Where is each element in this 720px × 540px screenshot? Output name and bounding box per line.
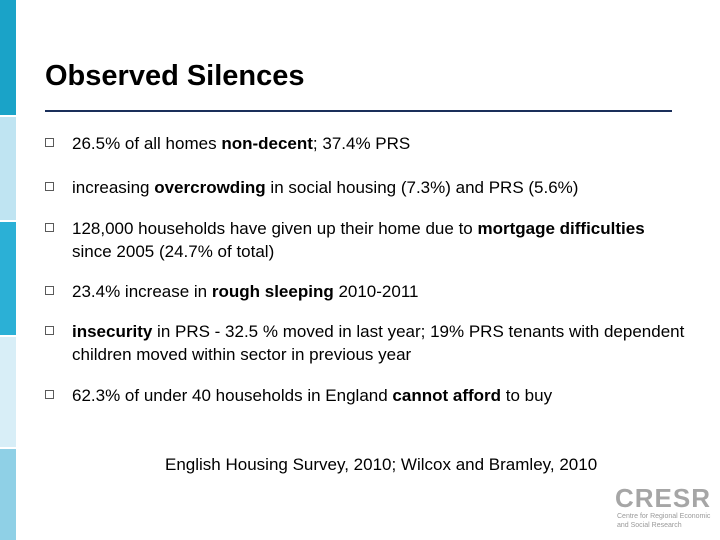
- square-bullet-icon: [45, 138, 54, 147]
- bullet-item: insecurity in PRS - 32.5 % moved in last year; 19% PRS tenants with dependent children moved within sector in previous year: [45, 320, 685, 366]
- square-bullet-icon: [45, 286, 54, 295]
- bullet-item: 26.5% of all homes non-decent; 37.4% PRS: [45, 132, 685, 155]
- bullet-list: [45, 130, 685, 407]
- bullet-item: 23.4% increase in rough sleeping 2010-2011: [45, 280, 685, 303]
- square-bullet-icon: [45, 390, 54, 399]
- side-color-bar: [0, 0, 16, 115]
- logo-subtitle-line: Centre for Regional Economic: [617, 513, 711, 520]
- slide-title: Observed Silences: [45, 60, 305, 92]
- logo-subtitle-line: and Social Research: [617, 522, 682, 529]
- square-bullet-icon: [45, 326, 54, 335]
- square-bullet-icon: [45, 182, 54, 191]
- title-divider: [45, 110, 672, 112]
- logo-wordmark: CRESR: [615, 483, 712, 513]
- bullet-item: 62.3% of under 40 households in England cannot afford to buy: [45, 384, 685, 407]
- side-color-bar: [0, 337, 16, 447]
- bullet-item: increasing overcrowding in social housing (7.3%) and PRS (5.6%): [45, 176, 685, 199]
- cresr-logo: [615, 484, 715, 540]
- source-citation: English Housing Survey, 2010; Wilcox and Bramley, 2010: [165, 455, 598, 474]
- side-color-bar: [0, 222, 16, 335]
- bullet-item: 128,000 households have given up their home due to mortgage difficulties since 2005 (24.7% of total): [45, 217, 685, 263]
- side-color-bar: [0, 117, 16, 220]
- square-bullet-icon: [45, 223, 54, 232]
- side-color-bar: [0, 449, 16, 540]
